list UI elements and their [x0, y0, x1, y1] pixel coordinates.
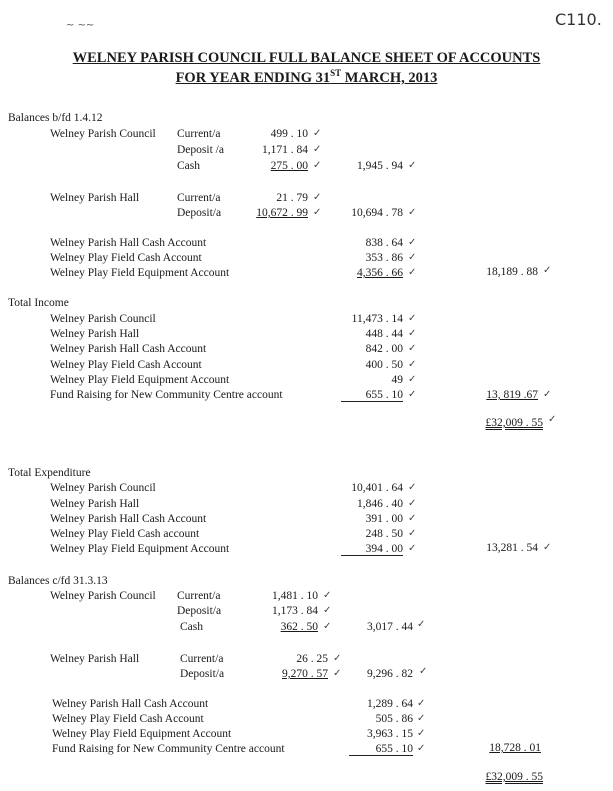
tick-mark: ✓ — [408, 543, 417, 554]
bfwd-cash-label: Cash — [177, 160, 200, 172]
tick-mark: ✓ — [313, 160, 322, 171]
tick-mark: ✓ — [333, 653, 342, 664]
cfwd-r1-value: 1,289 . 64 — [367, 698, 413, 710]
expenditure-row-label: Welney Parish Hall — [50, 498, 140, 510]
expenditure-row-value: 394 . 00 — [341, 543, 403, 556]
income-total: 13, 819 .67 — [486, 389, 538, 401]
tick-mark: ✓ — [543, 389, 552, 400]
tick-mark: ✓ — [417, 713, 426, 724]
title-line-2-post: MARCH, 2013 — [341, 69, 438, 86]
income-heading: Total Income — [8, 297, 69, 309]
cfwd-r2-value: 505 . 86 — [375, 713, 413, 725]
cfwd-r3-value: 3,963 . 15 — [367, 728, 413, 740]
bfwd-heading: Balances b/fd 1.4.12 — [8, 112, 103, 124]
cfwd-current-value: 1,481 . 10 — [272, 590, 318, 602]
tick-mark: ✓ — [323, 590, 332, 601]
expenditure-row-value: 1,846 . 40 — [357, 498, 403, 510]
bfwd-hall-current-label: Current/a — [177, 192, 221, 204]
cfwd-hall-deposit-label: Deposit/a — [180, 668, 225, 680]
tick-mark: ✓ — [323, 621, 332, 632]
tick-mark: ✓ — [313, 144, 322, 155]
income-row-label: Welney Parish Hall — [50, 328, 140, 340]
tick-mark: ✓ — [313, 207, 322, 218]
expenditure-row-label: Welney Play Field Equipment Account — [50, 543, 230, 555]
income-row-label: Welney Parish Hall Cash Account — [50, 343, 207, 355]
bfwd-total: 18,189 . 88 — [486, 266, 538, 278]
tick-mark: ✓ — [408, 389, 417, 400]
cfwd-heading: Balances c/fd 31.3.13 — [8, 575, 108, 587]
tick-mark: ✓ — [408, 513, 417, 524]
bfwd-r3-value: 4,356 . 66 — [357, 267, 403, 279]
cfwd-r4-value: 655 . 10 — [349, 743, 413, 756]
cfwd-deposit-label: Deposit/a — [177, 605, 222, 617]
cfwd-r2-label: Welney Play Field Cash Account — [52, 713, 204, 725]
title-line-2-pre: FOR YEAR ENDING 31 — [175, 69, 331, 86]
tick-mark: ✓ — [333, 668, 342, 679]
tick-mark: ✓ — [419, 666, 428, 677]
tick-mark: ✓ — [417, 728, 426, 739]
tick-mark: ✓ — [408, 343, 417, 354]
title-line-2-sup: ST — [330, 68, 342, 78]
tick-mark: ✓ — [323, 605, 332, 616]
bfwd-hall-label: Welney Parish Hall — [50, 192, 140, 204]
bfwd-deposit-value: 1,171 . 84 — [262, 144, 308, 156]
cfwd-hall-current-value: 26 . 25 — [296, 653, 328, 665]
expenditure-row-value: 10,401 . 64 — [351, 482, 403, 494]
cfwd-grand-total: £32,009 . 55 — [485, 771, 543, 783]
bfwd-hall-deposit-value: 10,672 . 99 — [256, 207, 308, 219]
bfwd-wpc-label: Welney Parish Council — [50, 128, 156, 140]
bfwd-r1-label: Welney Parish Hall Cash Account — [50, 237, 207, 249]
cfwd-cash-value: 362 . 50 — [280, 621, 318, 633]
tick-mark: ✓ — [408, 313, 417, 324]
title-line-1: WELNEY PARISH COUNCIL FULL BALANCE SHEET OF ACCOUNTS — [72, 50, 541, 66]
tick-mark: ✓ — [408, 498, 417, 509]
tick-mark: ✓ — [313, 128, 322, 139]
tick-mark: ✓ — [408, 328, 417, 339]
income-row-value: 842 . 00 — [365, 343, 403, 355]
income-row-value: 400 . 50 — [365, 359, 403, 371]
tick-mark: ✓ — [408, 237, 417, 248]
tick-mark: ✓ — [408, 207, 417, 218]
cfwd-total: 18,728 . 01 — [489, 742, 541, 754]
income-grand-total: £32,009 . 55 — [485, 417, 543, 429]
tick-mark: ✓ — [408, 359, 417, 370]
cfwd-hall-total: 9,296 . 82 — [367, 668, 413, 680]
cfwd-wpc-total: 3,017 . 44 — [367, 621, 413, 633]
income-row-value: 655 . 10 — [341, 389, 403, 402]
cfwd-current-label: Current/a — [177, 590, 221, 602]
expenditure-row-value: 391 . 00 — [365, 513, 403, 525]
title-line-2 — [0, 68, 613, 87]
bfwd-r2-label: Welney Play Field Cash Account — [50, 252, 202, 264]
tick-mark: ✓ — [417, 698, 426, 709]
tick-mark: ✓ — [408, 482, 417, 493]
expenditure-heading: Total Expenditure — [8, 467, 91, 479]
bfwd-current-label: Current/a — [177, 128, 221, 140]
expenditure-row-label: Welney Play Field Cash account — [50, 528, 200, 540]
scribble-mark: ~ ~~ — [66, 20, 95, 31]
tick-mark: ✓ — [417, 619, 426, 630]
cfwd-deposit-value: 1,173 . 84 — [272, 605, 318, 617]
expenditure-row-label: Welney Parish Council — [50, 482, 156, 494]
bfwd-hall-deposit-label: Deposit/a — [177, 207, 222, 219]
bfwd-hall-total: 10,694 . 78 — [351, 207, 403, 219]
cfwd-cash-label: Cash — [180, 621, 203, 633]
corner-note: C110. — [555, 10, 602, 29]
income-row-value: 448 . 44 — [365, 328, 403, 340]
income-row-label: Welney Play Field Equipment Account — [50, 374, 230, 386]
bfwd-r2-value: 353 . 86 — [365, 252, 403, 264]
cfwd-hall-label: Welney Parish Hall — [50, 653, 140, 665]
cfwd-r4-label: Fund Raising for New Community Centre account — [52, 743, 285, 755]
income-row-value: 49 — [391, 374, 403, 386]
expenditure-total: 13,281 . 54 — [486, 542, 538, 554]
tick-mark: ✓ — [548, 414, 557, 425]
income-row-label: Fund Raising for New Community Centre account — [50, 389, 283, 401]
tick-mark: ✓ — [408, 528, 417, 539]
tick-mark: ✓ — [408, 252, 417, 263]
bfwd-wpc-total: 1,945 . 94 — [357, 160, 403, 172]
bfwd-hall-current-value: 21 . 79 — [276, 192, 308, 204]
tick-mark: ✓ — [543, 265, 552, 276]
cfwd-r3-label: Welney Play Field Equipment Account — [52, 728, 232, 740]
bfwd-cash-value: 275 . 00 — [270, 160, 308, 172]
tick-mark: ✓ — [313, 192, 322, 203]
expenditure-row-value: 248 . 50 — [365, 528, 403, 540]
tick-mark: ✓ — [408, 267, 417, 278]
income-row-label: Welney Parish Council — [50, 313, 156, 325]
tick-mark: ✓ — [417, 743, 426, 754]
income-row-value: 11,473 . 14 — [351, 313, 403, 325]
cfwd-hall-current-label: Current/a — [180, 653, 224, 665]
cfwd-hall-deposit-value: 9,270 . 57 — [282, 668, 328, 680]
bfwd-r3-label: Welney Play Field Equipment Account — [50, 267, 230, 279]
bfwd-current-value: 499 . 10 — [270, 128, 308, 140]
cfwd-r1-label: Welney Parish Hall Cash Account — [52, 698, 209, 710]
tick-mark: ✓ — [408, 160, 417, 171]
tick-mark: ✓ — [408, 374, 417, 385]
expenditure-row-label: Welney Parish Hall Cash Account — [50, 513, 207, 525]
tick-mark: ✓ — [543, 542, 552, 553]
bfwd-deposit-label: Deposit /a — [177, 144, 224, 156]
bfwd-r1-value: 838 . 64 — [365, 237, 403, 249]
cfwd-wpc-label: Welney Parish Council — [50, 590, 156, 602]
income-row-label: Welney Play Field Cash Account — [50, 359, 202, 371]
